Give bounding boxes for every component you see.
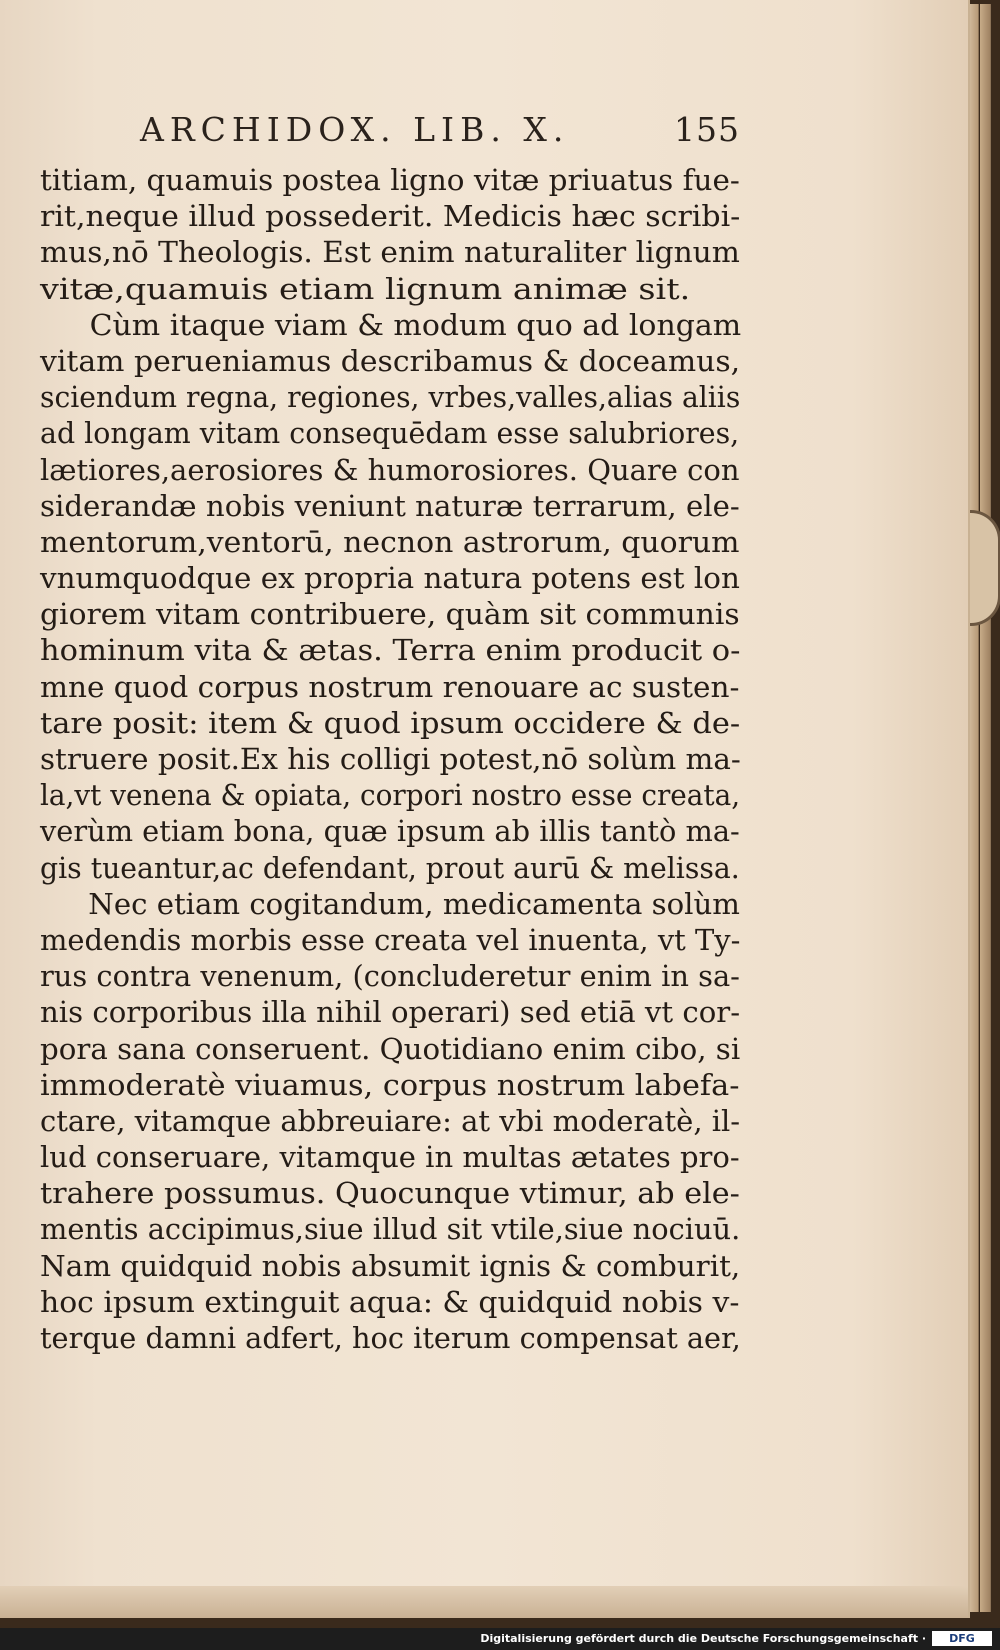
text-line: siderandæ nobis veniunt naturæ terrarum, ele-: [40, 488, 740, 523]
text-line: lud conseruare, vitamque in multas ætates pro-: [40, 1140, 740, 1175]
text-line: ctare, vitamque abbreuiare: at vbi moderatè, il-: [40, 1103, 741, 1138]
text-line: Cùm itaque viam & modum quo ad longam: [89, 307, 742, 342]
text-line: vitam perueniamus describamus & doceamus,: [40, 343, 741, 378]
text-line: nis corporibus illa nihil operari) sed etiā vt cor-: [40, 995, 741, 1030]
text-line: tare posit: item & quod ipsum occidere & de-: [40, 705, 741, 740]
text-line: mentis accipimus,siue illud sit vtile,siue nociuū.: [40, 1212, 741, 1247]
text-line: verùm etiam bona, quæ ipsum ab illis tantò ma-: [40, 814, 740, 849]
text-line: vnumquodque ex propria natura potens est lon: [40, 561, 740, 596]
text-line: Nec etiam cogitandum, medicamenta solùm: [88, 886, 740, 921]
body-text: [40, 162, 755, 1356]
text-line: rus contra venenum, (concluderetur enim in sa-: [40, 959, 740, 994]
text-line: hominum vita & ætas. Terra enim producit o-: [40, 633, 741, 668]
running-title: ARCHIDOX. LIB. X.: [140, 110, 570, 149]
text-line: trahere possumus. Quocunque vtimur, ab ele-: [40, 1176, 740, 1211]
text-line: lætiores,aerosiores & humorosiores. Quare con: [40, 452, 740, 487]
page-edge-back: [980, 4, 991, 1612]
text-line: hoc ipsum extinguit aqua: & quidquid nobis v-: [40, 1284, 740, 1319]
text-line: terque damni adfert, hoc iterum compensat aer,: [40, 1321, 741, 1355]
dfg-logo: DFG: [932, 1631, 992, 1646]
text-line: rit,neque illud possederit. Medicis hæc scribi-: [40, 199, 741, 234]
text-line: giorem vitam contribuere, quàm sit communis: [40, 597, 740, 632]
text-line: struere posit.Ex his colligi potest,nō solùm ma-: [40, 742, 741, 776]
text-line: mus,nō Theologis. Est enim naturaliter lignum: [40, 235, 740, 270]
text-line: Nam quidquid nobis absumit ignis & comburit,: [40, 1248, 741, 1283]
text-line: vitæ,quamuis etiam lignum animæ sit.: [40, 271, 691, 306]
page-number: 155: [674, 110, 740, 149]
text-line: mne quod corpus nostrum renouare ac susten-: [40, 669, 740, 704]
footer-credit: Digitalisierung gefördert durch die Deutsche Forschungsgemeinschaft ·: [480, 1632, 926, 1645]
text-line: ad longam vitam consequēdam esse salubriores,: [40, 416, 740, 451]
text-line: immoderatè viuamus, corpus nostrum labefa-: [40, 1067, 740, 1102]
text-line: pora sana conseruent. Quotidiano enim cibo, si: [40, 1031, 741, 1066]
text-line: la,vt venena & opiata, corpori nostro esse creata,: [40, 778, 741, 813]
text-line: titiam, quamuis postea ligno vitæ priuatus fue-: [40, 163, 740, 197]
text-line: sciendum regna, regiones, vrbes,valles,alias aliis: [40, 380, 741, 415]
page-header: [140, 110, 740, 154]
text-line: mentorum,ventorū, necnon astrorum, quorum: [40, 524, 740, 559]
text-line: gis tueantur,ac defendant, prout aurū & melissa.: [40, 850, 740, 885]
text-line: medendis morbis esse creata vel inuenta, vt Ty-: [40, 922, 741, 957]
page-bottom-shadow: [0, 1586, 968, 1618]
